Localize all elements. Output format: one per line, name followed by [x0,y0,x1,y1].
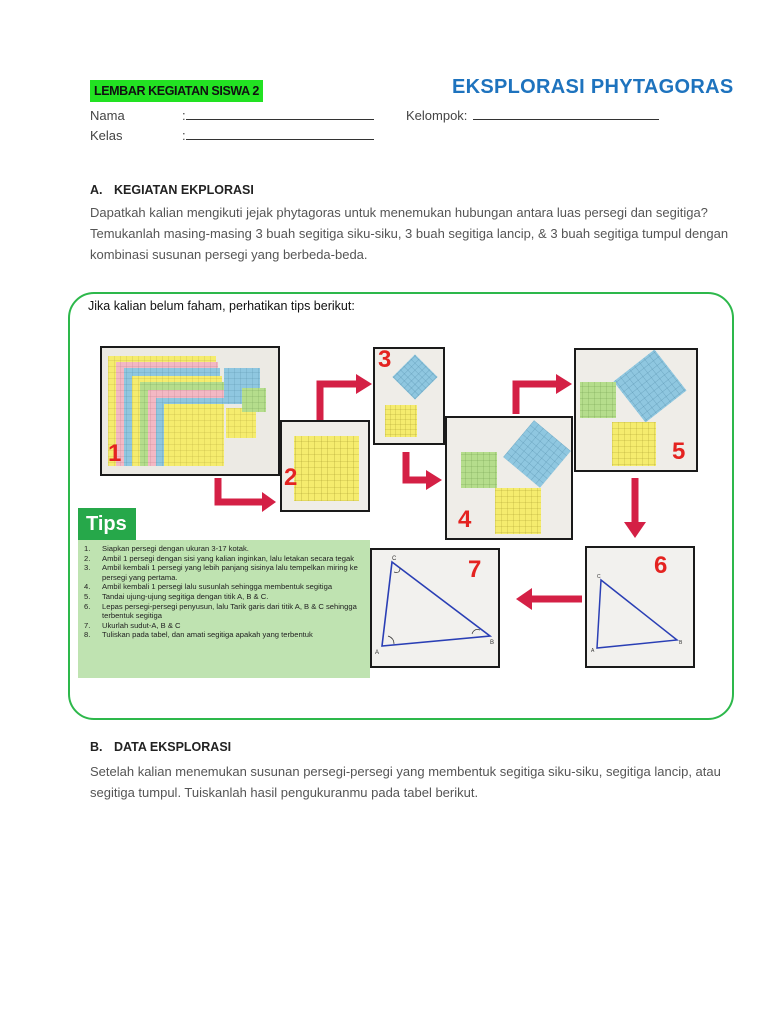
tip-item: 2. Ambil 1 persegi dengan sisi yang kalian inginkan, lalu letakan secara tegak [84,553,355,563]
svg-text:A: A [591,648,595,654]
arrow-6-to-7 [510,584,584,614]
vertex-b: B [490,640,495,646]
tip-item: 4. Ambil kembali 1 persegi lalu susunlah sehingga membentuk segitiga [84,582,333,592]
step-number-5: 5 [672,438,686,465]
class-field[interactable] [186,128,374,140]
group-label: Kelompok: [406,108,468,123]
section-a-heading [90,183,254,197]
arrow-1-to-2 [212,476,282,516]
worksheet-badge: LEMBAR KEGIATAN SISWA 2 [90,80,263,102]
tips-label: Tips [78,508,136,540]
grid-pile-image [102,348,278,474]
tips-intro: Jika kalian belum faham, perhatikan tips berikut: [88,299,355,313]
group-field[interactable] [473,108,659,120]
section-a-number: A. [90,183,103,197]
photo-step-6 [585,546,695,668]
section-a-title: KEGIATAN EKPLORASI [114,183,254,197]
name-label: Nama [90,108,125,123]
svg-text:C: C [597,574,601,580]
name-colon: : [182,108,186,123]
step-number-2: 2 [284,464,298,491]
triangle-drawing-6 [587,548,693,666]
arrow-2-to-3 [312,372,376,422]
tips-list-box [78,540,370,678]
arrow-4-to-5 [508,372,576,416]
step-number-6: 6 [654,552,668,579]
tip-item: 1. Siapkan persegi dengan ukuran 3-17 kotak. [84,544,249,553]
name-field[interactable] [186,108,374,120]
tip-item: 3. Ambil kembali 1 persegi yang lebih panjang sisinya lalu tempelkan miring ke persegi yang pertama. [84,563,358,582]
section-b-heading [90,740,231,754]
step-number-3: 3 [378,346,392,373]
page-title: EKSPLORASI PHYTAGORAS [452,76,734,98]
tip-item: 6. Lepas persegi-persegi penyusun, lalu Tarik garis dari titik A, B & C sehingga terbentuk segitiga [84,601,357,621]
tip-item: 8. Tuliskan pada tabel, dan amati segitiga apakah yang terbentuk [84,630,313,640]
class-label: Kelas [90,128,123,143]
group-row [406,108,659,123]
section-b-paragraph: Setelah kalian menemukan susunan persegi-persegi yang membentuk segitiga siku-siku, segitiga lancip, atau segitiga tumpul. Tuiskanlah hasil pengukuranmu pada tabel berikut. [90,764,721,800]
tips-list [84,544,364,640]
arrow-3-to-4 [398,450,446,494]
class-row [90,128,374,143]
section-a-paragraph: Dapatkah kalian mengikuti jejak phytagoras untuk menemukan hubungan antara luas persegi dan segitiga? Temukanlah masing-masing 3 buah segitiga siku-siku, 3 buah segitiga lancip, & 3 buah segitiga tumpul dengan kombinasi susunan persegi yang berbeda-beda. [90,205,729,262]
step-number-7: 7 [468,556,482,583]
tip-item: 7. Ukurlah sudut-A, B & C [84,620,181,630]
photo-step-1 [100,346,280,476]
step-number-4: 4 [458,506,472,533]
step-number-1: 1 [108,440,122,467]
name-row [90,108,374,123]
vertex-a: A [375,650,380,656]
section-b-title: DATA EKSPLORASI [114,740,232,754]
class-colon: : [182,128,186,143]
svg-text:B: B [679,640,683,646]
section-b-number: B. [90,740,103,754]
tip-item: 5. Tandai ujung-ujung segitiga dengan titik A, B & C. [84,591,269,601]
arrow-5-to-6 [620,476,650,542]
vertex-c: C [392,556,397,562]
